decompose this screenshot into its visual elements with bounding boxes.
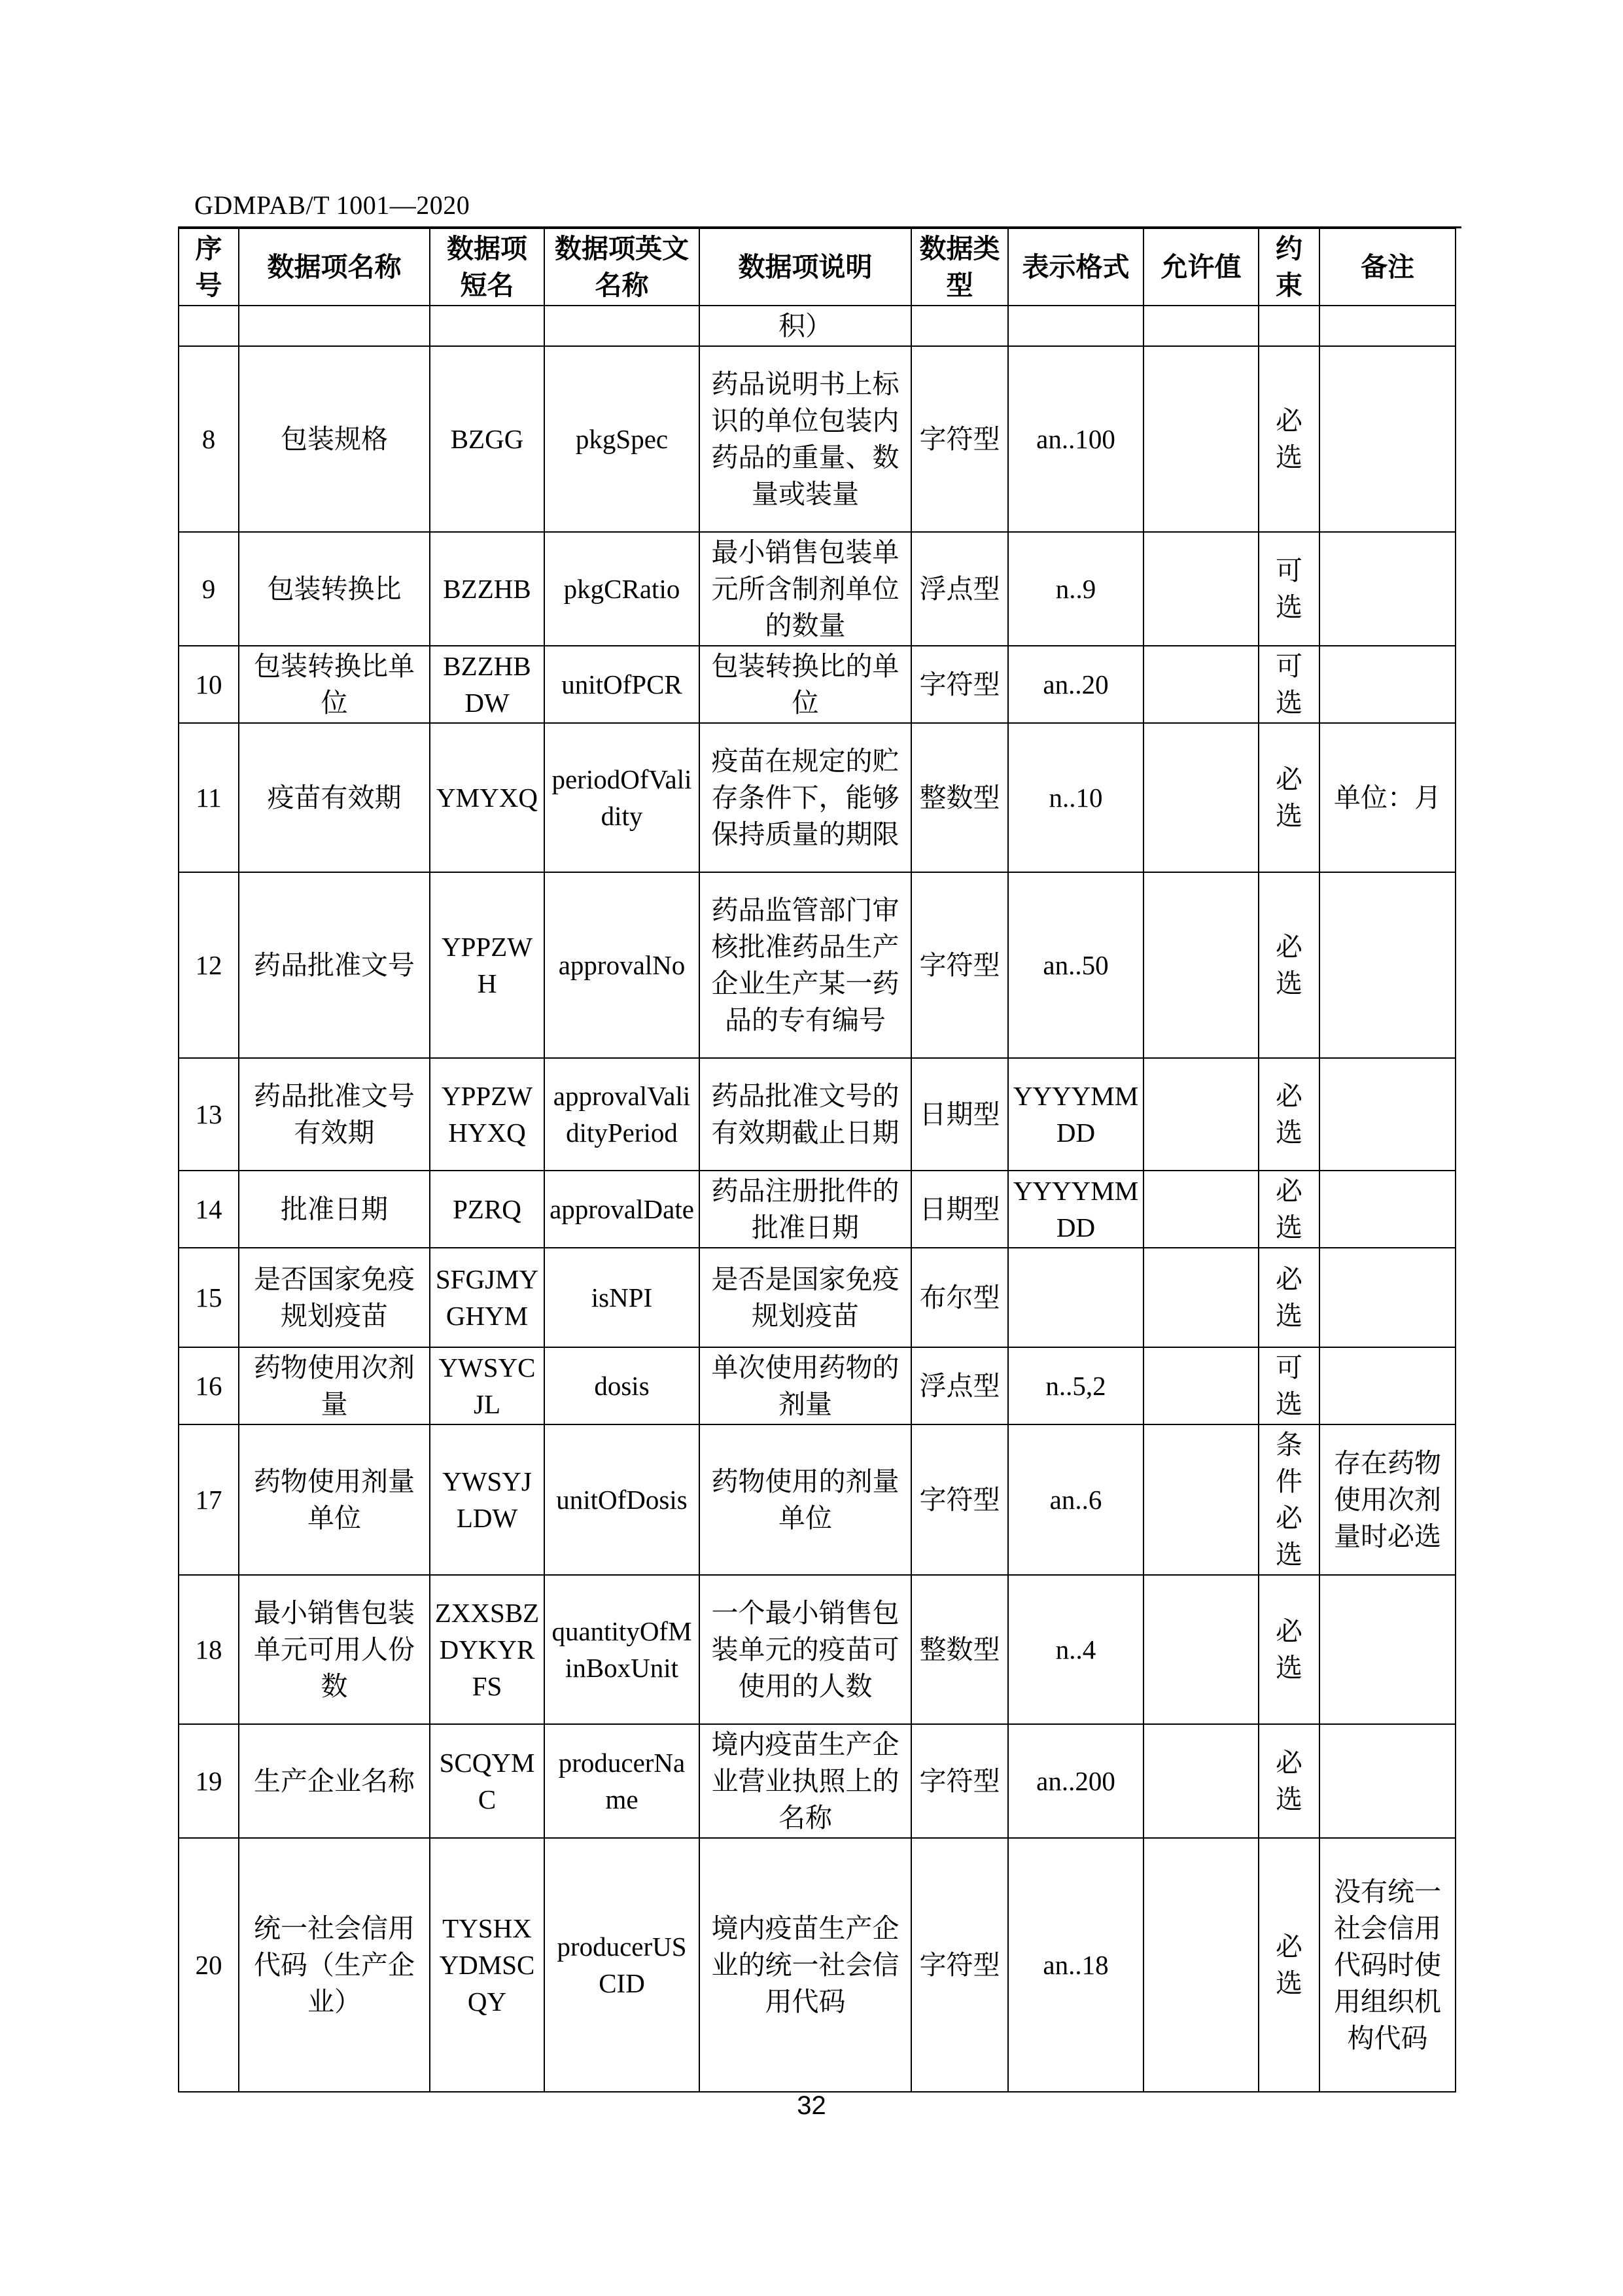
seq-cell: 10 bbox=[179, 646, 239, 723]
remarks-cell: 没有统一社会信用代码时使用组织机构代码 bbox=[1319, 1838, 1456, 2092]
seq-cell: 12 bbox=[179, 872, 239, 1058]
constraint-cell: 必选 bbox=[1259, 1058, 1319, 1171]
format-cell: n..10 bbox=[1008, 723, 1143, 872]
remarks-cell bbox=[1319, 872, 1456, 1058]
col-header-remarks: 备注 bbox=[1319, 228, 1456, 306]
short-name-cell: BZGG bbox=[430, 346, 544, 532]
description-cell: 药品监管部门审核批准药品生产企业生产某一药品的专有编号 bbox=[699, 872, 911, 1058]
short-name-cell: SFGJMYGHYM bbox=[430, 1248, 544, 1347]
allowed-values-cell bbox=[1143, 872, 1259, 1058]
data-type-cell: 布尔型 bbox=[911, 1248, 1008, 1347]
allowed-values-cell bbox=[1143, 646, 1259, 723]
allowed-values-cell bbox=[1143, 1171, 1259, 1248]
format-cell: an..6 bbox=[1008, 1424, 1143, 1575]
constraint-cell: 必选 bbox=[1259, 872, 1319, 1058]
short-name-cell: YWSYJLDW bbox=[430, 1424, 544, 1575]
constraint-cell: 可选 bbox=[1259, 532, 1319, 646]
name-cell: 药物使用次剂量 bbox=[239, 1347, 430, 1424]
col-header-name: 数据项名称 bbox=[239, 228, 430, 306]
seq-cell: 8 bbox=[179, 346, 239, 532]
english-name-cell: pkgCRatio bbox=[544, 532, 699, 646]
col-header-seq: 序号 bbox=[179, 228, 239, 306]
seq-cell: 19 bbox=[179, 1724, 239, 1838]
remarks-cell: 存在药物使用次剂量时必选 bbox=[1319, 1424, 1456, 1575]
description-cell: 境内疫苗生产企业的统一社会信用代码 bbox=[699, 1838, 911, 2092]
table-row bbox=[179, 1248, 1456, 1347]
constraint-cell: 可选 bbox=[1259, 1347, 1319, 1424]
description-cell: 是否是国家免疫规划疫苗 bbox=[699, 1248, 911, 1347]
name-cell: 最小销售包装单元可用人份数 bbox=[239, 1575, 430, 1724]
name-cell: 药品批准文号 bbox=[239, 872, 430, 1058]
allowed-values-cell bbox=[1143, 1575, 1259, 1724]
description-cell: 药品说明书上标识的单位包装内药品的重量、数量或装量 bbox=[699, 346, 911, 532]
table-row bbox=[179, 1171, 1456, 1248]
remarks-cell bbox=[1319, 1575, 1456, 1724]
remarks-cell bbox=[1319, 346, 1456, 532]
remarks-cell bbox=[1319, 646, 1456, 723]
table-cell bbox=[1143, 306, 1259, 346]
allowed-values-cell bbox=[1143, 1724, 1259, 1838]
data-item-table bbox=[178, 228, 1456, 2093]
remarks-cell bbox=[1319, 1058, 1456, 1171]
col-header-allowed-values: 允许值 bbox=[1143, 228, 1259, 306]
description-cell: 单次使用药物的剂量 bbox=[699, 1347, 911, 1424]
constraint-cell: 必选 bbox=[1259, 1724, 1319, 1838]
name-cell: 是否国家免疫规划疫苗 bbox=[239, 1248, 430, 1347]
table-row bbox=[179, 1058, 1456, 1171]
col-header-data-type: 数据类型 bbox=[911, 228, 1008, 306]
data-type-cell: 字符型 bbox=[911, 1424, 1008, 1575]
format-cell: an..20 bbox=[1008, 646, 1143, 723]
seq-cell: 9 bbox=[179, 532, 239, 646]
remarks-cell: 单位：月 bbox=[1319, 723, 1456, 872]
name-cell: 包装转换比 bbox=[239, 532, 430, 646]
seq-cell: 14 bbox=[179, 1171, 239, 1248]
allowed-values-cell bbox=[1143, 1347, 1259, 1424]
constraint-cell: 必选 bbox=[1259, 1248, 1319, 1347]
data-type-cell: 浮点型 bbox=[911, 1347, 1008, 1424]
format-cell: n..9 bbox=[1008, 532, 1143, 646]
allowed-values-cell bbox=[1143, 1838, 1259, 2092]
table-cell bbox=[239, 306, 430, 346]
page-number: 32 bbox=[797, 2091, 826, 2120]
short-name-cell: YWSYCJL bbox=[430, 1347, 544, 1424]
description-cell: 最小销售包装单元所含制剂单位的数量 bbox=[699, 532, 911, 646]
allowed-values-cell bbox=[1143, 1424, 1259, 1575]
english-name-cell: dosis bbox=[544, 1347, 699, 1424]
format-cell: YYYYMMDD bbox=[1008, 1058, 1143, 1171]
format-cell bbox=[1008, 1248, 1143, 1347]
description-cell: 疫苗在规定的贮存条件下，能够保持质量的期限 bbox=[699, 723, 911, 872]
constraint-cell: 必选 bbox=[1259, 346, 1319, 532]
short-name-cell: ZXXSBZDYKYRFS bbox=[430, 1575, 544, 1724]
name-cell: 药物使用剂量单位 bbox=[239, 1424, 430, 1575]
constraint-cell: 必选 bbox=[1259, 1171, 1319, 1248]
table-row bbox=[179, 1838, 1456, 2092]
allowed-values-cell bbox=[1143, 1058, 1259, 1171]
table-row bbox=[179, 346, 1456, 532]
seq-cell: 16 bbox=[179, 1347, 239, 1424]
table-row bbox=[179, 646, 1456, 723]
english-name-cell: pkgSpec bbox=[544, 346, 699, 532]
table-row bbox=[179, 723, 1456, 872]
format-cell: an..200 bbox=[1008, 1724, 1143, 1838]
remarks-cell bbox=[1319, 1724, 1456, 1838]
seq-cell: 11 bbox=[179, 723, 239, 872]
name-cell: 包装转换比单位 bbox=[239, 646, 430, 723]
english-name-cell: approvalValidityPeriod bbox=[544, 1058, 699, 1171]
seq-cell: 15 bbox=[179, 1248, 239, 1347]
remarks-cell bbox=[1319, 1248, 1456, 1347]
name-cell: 疫苗有效期 bbox=[239, 723, 430, 872]
english-name-cell: unitOfPCR bbox=[544, 646, 699, 723]
col-header-constraint: 约束 bbox=[1259, 228, 1319, 306]
english-name-cell: unitOfDosis bbox=[544, 1424, 699, 1575]
seq-cell: 20 bbox=[179, 1838, 239, 2092]
table-row bbox=[179, 532, 1456, 646]
short-name-cell: SCQYMC bbox=[430, 1724, 544, 1838]
format-cell: an..18 bbox=[1008, 1838, 1143, 2092]
short-name-cell: PZRQ bbox=[430, 1171, 544, 1248]
allowed-values-cell bbox=[1143, 723, 1259, 872]
data-type-cell: 日期型 bbox=[911, 1171, 1008, 1248]
short-name-cell: BZZHB bbox=[430, 532, 544, 646]
remarks-cell bbox=[1319, 532, 1456, 646]
description-cell: 药品批准文号的有效期截止日期 bbox=[699, 1058, 911, 1171]
table-row bbox=[179, 872, 1456, 1058]
short-name-cell: BZZHBDW bbox=[430, 646, 544, 723]
table-row bbox=[179, 1347, 1456, 1424]
allowed-values-cell bbox=[1143, 346, 1259, 532]
data-type-cell: 字符型 bbox=[911, 646, 1008, 723]
data-type-cell: 整数型 bbox=[911, 1575, 1008, 1724]
short-name-cell: YMYXQ bbox=[430, 723, 544, 872]
short-name-cell: TYSHXYDMSCQY bbox=[430, 1838, 544, 2092]
name-cell: 药品批准文号有效期 bbox=[239, 1058, 430, 1171]
format-cell: YYYYMMDD bbox=[1008, 1171, 1143, 1248]
table-cell bbox=[544, 306, 699, 346]
data-type-cell: 字符型 bbox=[911, 872, 1008, 1058]
english-name-cell: approvalDate bbox=[544, 1171, 699, 1248]
format-cell: an..50 bbox=[1008, 872, 1143, 1058]
name-cell: 包装规格 bbox=[239, 346, 430, 532]
table-cell bbox=[179, 306, 239, 346]
constraint-cell: 必选 bbox=[1259, 723, 1319, 872]
english-name-cell: producerUSCID bbox=[544, 1838, 699, 2092]
table-cell bbox=[1008, 306, 1143, 346]
table-body bbox=[179, 306, 1456, 2092]
col-header-short-name: 数据项短名 bbox=[430, 228, 544, 306]
format-cell: an..100 bbox=[1008, 346, 1143, 532]
english-name-cell: periodOfValidity bbox=[544, 723, 699, 872]
document-code: GDMPAB/T 1001—2020 bbox=[194, 190, 470, 220]
name-cell: 统一社会信用代码（生产企业） bbox=[239, 1838, 430, 2092]
constraint-cell: 可选 bbox=[1259, 646, 1319, 723]
col-header-format: 表示格式 bbox=[1008, 228, 1143, 306]
constraint-cell: 条件必选 bbox=[1259, 1424, 1319, 1575]
format-cell: n..4 bbox=[1008, 1575, 1143, 1724]
constraint-cell: 必选 bbox=[1259, 1575, 1319, 1724]
english-name-cell: isNPI bbox=[544, 1248, 699, 1347]
table-row bbox=[179, 1575, 1456, 1724]
table-cell: 积） bbox=[699, 306, 911, 346]
name-cell: 批准日期 bbox=[239, 1171, 430, 1248]
allowed-values-cell bbox=[1143, 532, 1259, 646]
short-name-cell: YPPZWH bbox=[430, 872, 544, 1058]
format-cell: n..5,2 bbox=[1008, 1347, 1143, 1424]
description-cell: 一个最小销售包装单元的疫苗可使用的人数 bbox=[699, 1575, 911, 1724]
seq-cell: 13 bbox=[179, 1058, 239, 1171]
col-header-description: 数据项说明 bbox=[699, 228, 911, 306]
data-type-cell: 整数型 bbox=[911, 723, 1008, 872]
data-type-cell: 浮点型 bbox=[911, 532, 1008, 646]
english-name-cell: quantityOfMinBoxUnit bbox=[544, 1575, 699, 1724]
col-header-english-name: 数据项英文名称 bbox=[544, 228, 699, 306]
table-header-row bbox=[179, 228, 1456, 306]
english-name-cell: producerName bbox=[544, 1724, 699, 1838]
data-type-cell: 字符型 bbox=[911, 1724, 1008, 1838]
table-row-continuation bbox=[179, 306, 1456, 346]
description-cell: 包装转换比的单位 bbox=[699, 646, 911, 723]
name-cell: 生产企业名称 bbox=[239, 1724, 430, 1838]
table-row bbox=[179, 1424, 1456, 1575]
table-cell bbox=[1259, 306, 1319, 346]
description-cell: 境内疫苗生产企业营业执照上的名称 bbox=[699, 1724, 911, 1838]
seq-cell: 17 bbox=[179, 1424, 239, 1575]
english-name-cell: approvalNo bbox=[544, 872, 699, 1058]
remarks-cell bbox=[1319, 1171, 1456, 1248]
description-cell: 药品注册批件的批准日期 bbox=[699, 1171, 911, 1248]
constraint-cell: 必选 bbox=[1259, 1838, 1319, 2092]
table-cell bbox=[430, 306, 544, 346]
short-name-cell: YPPZWHYXQ bbox=[430, 1058, 544, 1171]
description-cell: 药物使用的剂量单位 bbox=[699, 1424, 911, 1575]
data-type-cell: 字符型 bbox=[911, 1838, 1008, 2092]
data-type-cell: 日期型 bbox=[911, 1058, 1008, 1171]
allowed-values-cell bbox=[1143, 1248, 1259, 1347]
table-row bbox=[179, 1724, 1456, 1838]
remarks-cell bbox=[1319, 1347, 1456, 1424]
data-type-cell: 字符型 bbox=[911, 346, 1008, 532]
table-cell bbox=[911, 306, 1008, 346]
table-cell bbox=[1319, 306, 1456, 346]
seq-cell: 18 bbox=[179, 1575, 239, 1724]
